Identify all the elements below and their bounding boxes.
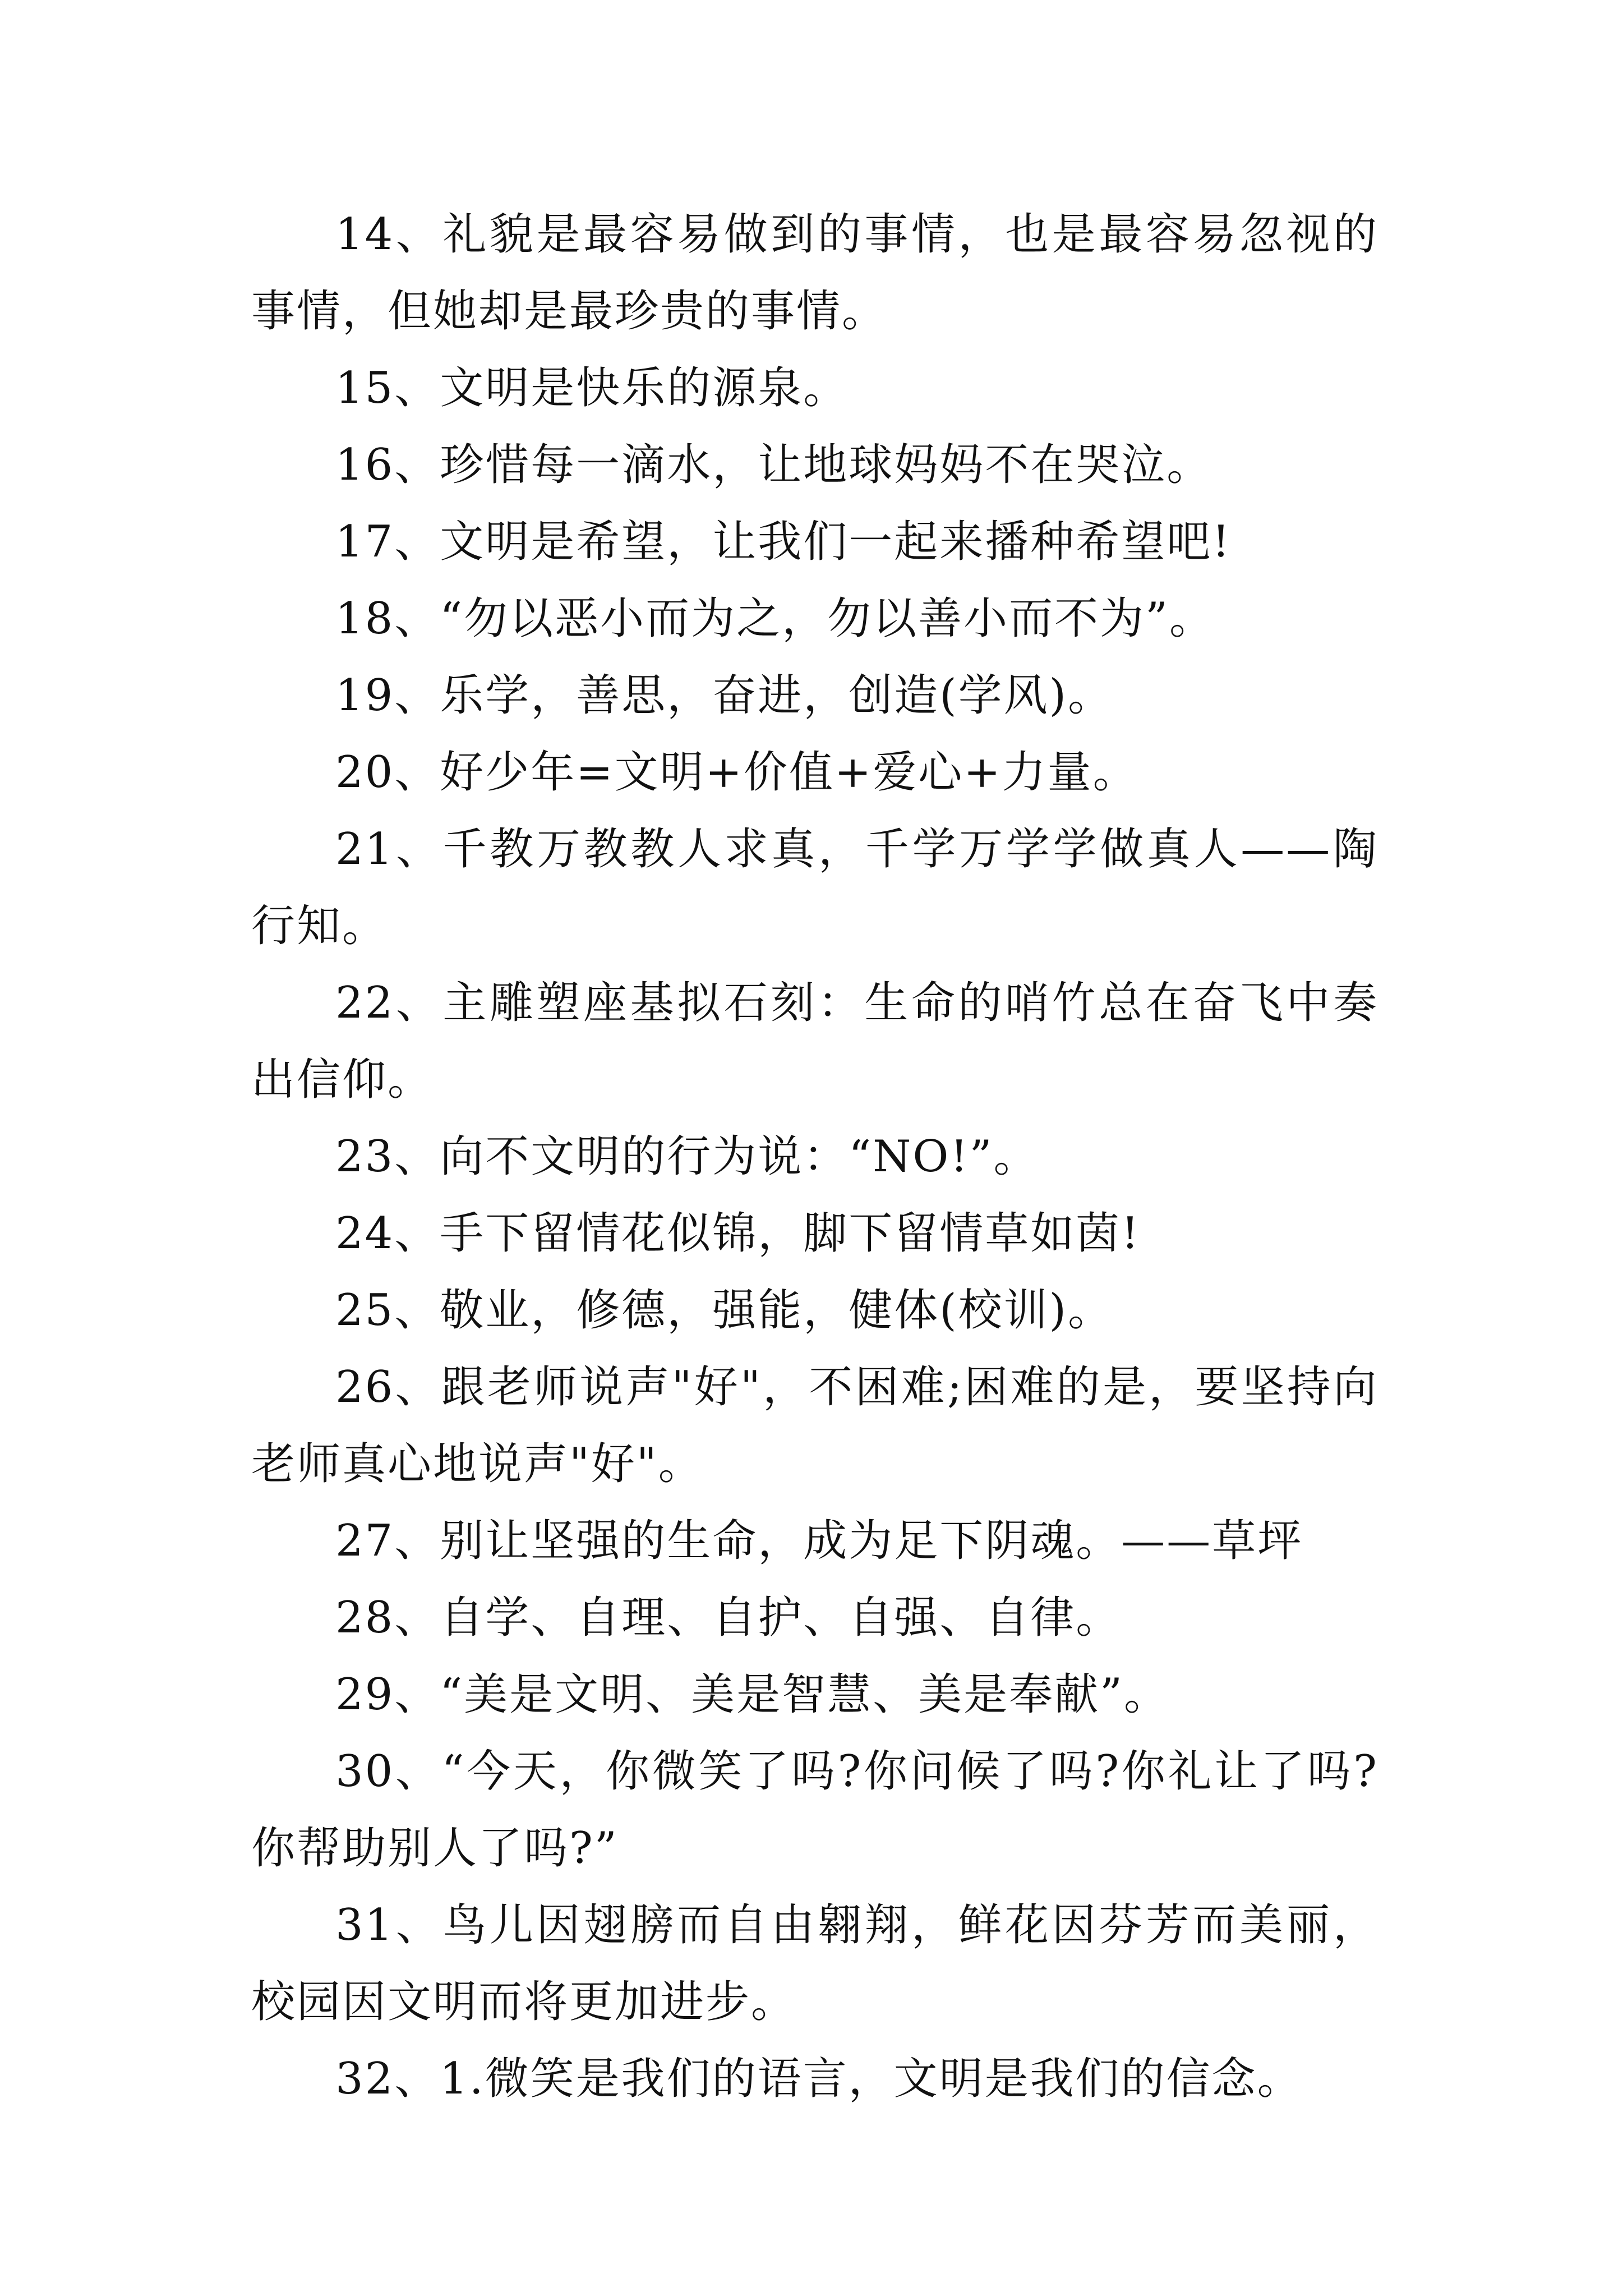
paragraph-14: 14、礼貌是最容易做到的事情，也是最容易忽视的事情，但她却是最珍贵的事情。	[251, 209, 1378, 337]
paragraph-17: 17、文明是希望，让我们一起来播种希望吧!	[335, 517, 1232, 567]
paragraph-23: 23、向不文明的行为说：“NO!”。	[335, 1131, 1039, 1182]
paragraph-29: 29、“美是文明、美是智慧、美是奉献”。	[335, 1669, 1170, 1720]
paragraph-30: 30、“今天，你微笑了吗?你问候了吗?你礼让了吗?你帮助别人了吗?”	[251, 1746, 1378, 1874]
document-body	[251, 196, 1378, 2118]
paragraph-18: 18、“勿以恶小而为之，勿以善小而不为”。	[335, 593, 1215, 644]
paragraph-20: 20、好少年=文明+价值+爱心+力量。	[335, 747, 1138, 798]
paragraph-31: 31、鸟儿因翅膀而自由翱翔，鲜花因芬芳而美丽，校园因文明而将更加进步。	[251, 1900, 1378, 2027]
paragraph-27: 27、别让坚强的生命，成为足下阴魂。——草坪	[335, 1516, 1303, 1566]
paragraph-28: 28、自学、自理、自护、自强、自律。	[335, 1593, 1122, 1643]
paragraph-16: 16、珍惜每一滴水，让地球妈妈不在哭泣。	[335, 440, 1212, 490]
paragraph-19: 19、乐学，善思，奋进，创造(学风)。	[335, 670, 1114, 721]
paragraph-26: 26、跟老师说声"好"，不困难;困难的是，要坚持向老师真心地说声"好"。	[251, 1362, 1378, 1489]
paragraph-32: 32、1.微笑是我们的语言，文明是我们的信念。	[335, 2054, 1303, 2104]
paragraph-15: 15、文明是快乐的源泉。	[335, 363, 849, 413]
paragraph-21: 21、千教万教教人求真，千学万学学做真人——陶行知。	[251, 824, 1378, 951]
paragraph-24: 24、手下留情花似锦，脚下留情草如茵!	[335, 1208, 1141, 1259]
paragraph-22: 22、主雕塑座基拟石刻：生命的哨竹总在奋飞中奏出信仰。	[251, 978, 1378, 1105]
paragraph-25: 25、敬业，修德，强能，健体(校训)。	[335, 1285, 1114, 1336]
